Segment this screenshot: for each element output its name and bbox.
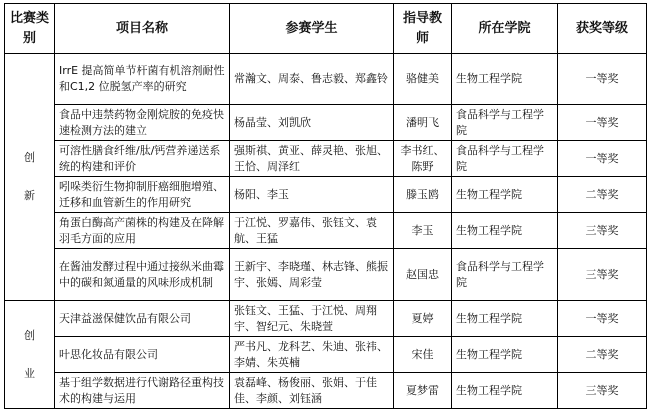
- project-cell: 天津益滋保健饮品有限公司: [55, 301, 230, 337]
- category-char: 创: [24, 328, 35, 342]
- project-cell: 可溶性膳食纤维/肽/钙营养递送系统的构建和评价: [55, 141, 230, 177]
- table-row: [5, 337, 647, 373]
- header-students: 参赛学生: [230, 4, 394, 54]
- project-cell: 吲哚类衍生物抑制肝癌细胞增殖、迁移和血管新生的作用研究: [55, 177, 230, 213]
- students-cell: 张钰文、王猛、于江悦、周翔宇、智纪元、朱晓萱: [230, 301, 394, 337]
- advisor-cell: 李玉: [394, 213, 452, 249]
- table-row: [5, 301, 647, 337]
- header-advisor: 指导教师: [394, 4, 452, 54]
- students-cell: 于江悦、罗嘉伟、张钰文、袁航、王猛: [230, 213, 394, 249]
- header-college: 所在学院: [452, 4, 558, 54]
- header-category: 比赛类别: [5, 4, 55, 54]
- prize-cell: 二等奖: [558, 177, 647, 213]
- table-row: [5, 177, 647, 213]
- advisor-cell: 赵国忠: [394, 249, 452, 301]
- category-char: 业: [24, 366, 35, 380]
- table-row: [5, 141, 647, 177]
- prize-cell: 三等奖: [558, 249, 647, 301]
- project-cell: IrrE 提高简单节杆菌有机溶剂耐性和C1,2 位脱氢产率的研究: [55, 54, 230, 105]
- prize-cell: 二等奖: [558, 337, 647, 373]
- project-cell: 角蛋白酶高产菌株的构建及在降解羽毛方面的应用: [55, 213, 230, 249]
- header-row: [5, 4, 647, 54]
- header-project: 项目名称: [55, 4, 230, 54]
- category-char: 新: [24, 189, 35, 202]
- college-cell: 生物工程学院: [452, 301, 558, 337]
- table-row: [5, 213, 647, 249]
- advisor-cell: 夏梦雷: [394, 373, 452, 409]
- advisor-cell: 夏婷: [394, 301, 452, 337]
- prize-cell: 一等奖: [558, 54, 647, 105]
- prize-cell: 一等奖: [558, 301, 647, 337]
- college-cell: 生物工程学院: [452, 54, 558, 105]
- project-cell: 食品中违禁药物金刚烷胺的免疫快速检测方法的建立: [55, 105, 230, 141]
- header-prize: 获奖等级: [558, 4, 647, 54]
- table-row: [5, 54, 647, 105]
- advisor-cell: 潘明飞: [394, 105, 452, 141]
- students-cell: 强斯祺、黄亚、薛灵艳、张旭、王恰、周泽红: [230, 141, 394, 177]
- project-cell: 基于组学数据进行代谢路径重构技术的构建与运用: [55, 373, 230, 409]
- students-cell: 常瀚文、周泰、鲁志毅、郑鑫铃: [230, 54, 394, 105]
- prize-cell: 三等奖: [558, 373, 647, 409]
- college-cell: 生物工程学院: [452, 177, 558, 213]
- table-row: [5, 373, 647, 409]
- college-cell: 生物工程学院: [452, 337, 558, 373]
- advisor-cell: 宋佳: [394, 337, 452, 373]
- advisor-cell: 骆健美: [394, 54, 452, 105]
- table-row: [5, 105, 647, 141]
- prize-cell: 一等奖: [558, 105, 647, 141]
- awards-table: [4, 3, 647, 409]
- college-cell: 食品科学与工程学院: [452, 249, 558, 301]
- prize-cell: 三等奖: [558, 213, 647, 249]
- college-cell: 生物工程学院: [452, 213, 558, 249]
- students-cell: 王新宇、李晓瑾、林志锋、熊振宇、张嫣、周彩莹: [230, 249, 394, 301]
- category-innovation: [5, 54, 55, 301]
- advisor-cell: 李书红、陈野: [394, 141, 452, 177]
- college-cell: 生物工程学院: [452, 373, 558, 409]
- students-cell: 杨阳、李玉: [230, 177, 394, 213]
- category-char: 创: [24, 151, 35, 164]
- table-row: [5, 249, 647, 301]
- advisor-cell: 滕玉鸥: [394, 177, 452, 213]
- project-cell: 在酱油发酵过程中通过接纵米曲霉中的碳和氮通量的风味形成机制: [55, 249, 230, 301]
- students-cell: 袁磊峰、杨俊丽、张娟、于佳佳、李颜、刘钰涵: [230, 373, 394, 409]
- project-cell: 叶思化妆品有限公司: [55, 337, 230, 373]
- prize-cell: 一等奖: [558, 141, 647, 177]
- students-cell: 严书凡、龙科艺、朱迪、张祎、李婧、朱英楠: [230, 337, 394, 373]
- college-cell: 食品科学与工程学院: [452, 105, 558, 141]
- college-cell: 食品科学与工程学院: [452, 141, 558, 177]
- category-entrepreneurship: [5, 301, 55, 409]
- students-cell: 杨晶莹、刘凯欣: [230, 105, 394, 141]
